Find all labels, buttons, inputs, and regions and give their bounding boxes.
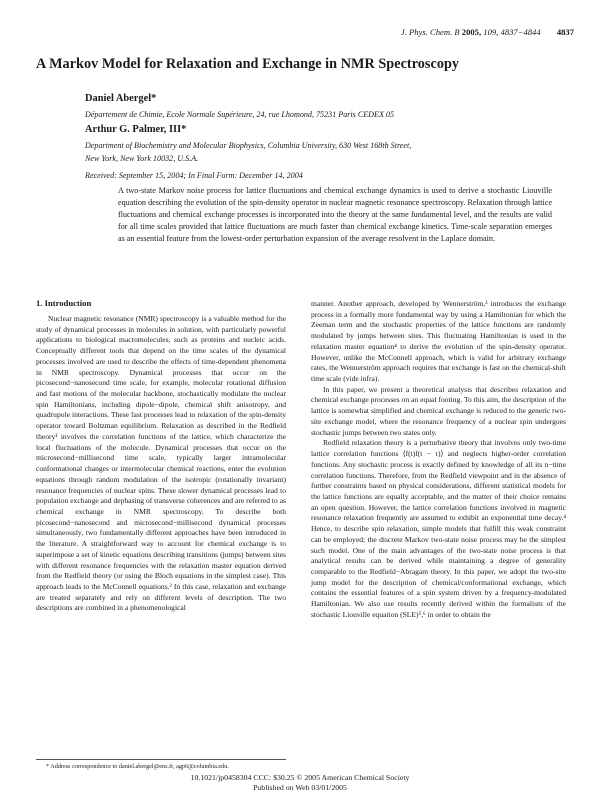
abstract: A two-state Markov noise process for lattice fluctuations and chemical exchange dynamics is used to derive a stochastic Liouville equation describing the evolution of the spin-density operator in nuclear magnetic resonance spectroscopy. Relaxation through lattice fluctuations and chemical exchange processes is incorporated into the theory at the same fundamental level, and the results are valid for all time scales provided that lattice fluctuations are much faster than chemical exchange kinetics. Time-scale separation emerges as an essential feature from the lowest-order perturbation expansion of the average resolvent in the Laplace domain. bbox=[118, 186, 552, 244]
section-heading: 1. Introduction bbox=[36, 298, 92, 308]
paragraph: manner. Another approach, developed by Wennerström,³ introduces the exchange process in a formally more fundamental way by using a Hamiltonian for which the Zeeman term and the stochastic properties of the lattice functions are randomly modulated by jumps between sites. This fluctuating Hamiltonian is used in the relaxation master equation⁴ to derive the evolution of the spin-density operator. However, unlike the McConnell approach, which is valid for arbitrary exchange rates, the Wennerström approach requires that exchange is fast on the chemical-shift time scale (vide infra). bbox=[311, 299, 566, 384]
published-line: Published on Web 03/01/2005 bbox=[253, 783, 347, 792]
column-left bbox=[36, 314, 286, 614]
affiliation-ens: Département de Chimie, Ecole Normale Supérieure, 24, rue Lhomond, 75231 Paris CEDEX 05 bbox=[85, 110, 395, 119]
correspondence-footnote: * Address correspondence to daniel.abergel@ens.fr, agp6@columbia.edu. bbox=[46, 763, 229, 770]
affiliation-columbia-line1: Department of Biochemistry and Molecular Biophysics, Columbia University, 630 West 168th Street, bbox=[85, 141, 412, 150]
running-header bbox=[0, 27, 574, 37]
paragraph: Redfield relaxation theory is a perturbative theory that involves only two-time lattice correlation functions ⟨f(t)f(t − τ)⟩ and neglects higher-order correlation functions. Any stochastic process is exactly defined by knowledge of all its n−time correlation functions. Therefore, from the Redfield viewpoint and in the absence of further constraints based on physical considerations, different statistical models for the lattice functions are equally acceptable, and the matter of their choice remains an open question. However, the lattice correlation functions involved in magnetic resonance relaxation frequently are assumed to exhibit an exponential time decay.⁴ Hence, to describe spin relaxation, simple models that fulfill this weak constraint can be employed; the discrete Markov two-state noise process may be the simplest such model. One of the main advantages of the two-state noise process is that analytical results can be derived while maintaining a degree of generality comparable to the Redfield−Abragam theory. In this paper, we adopt the two-site jump model for the description of chemical/conformational exchange, which contains the essential features of a spin system driven by a frequency-modulated Hamiltonian. We also use results recently derived within the formalism of the stochastic Liouville equation (SLE)⁵,⁶ in order to obtain the bbox=[311, 438, 566, 619]
page-number: 4837 bbox=[556, 27, 574, 37]
journal-name: J. Phys. Chem. B bbox=[400, 27, 460, 37]
column-right bbox=[311, 299, 566, 621]
paragraph: In this paper, we present a theoretical analysis that describes relaxation and chemical exchange processes on an equal footing. To this aim, the description of the lattice is somewhat simplified and chemical exchange is reduced to the generic two-site exchange model, where the resonance frequency of a nuclear spin undergoes stochastic jumps between two states only. bbox=[311, 384, 566, 437]
paragraph: Nuclear magnetic resonance (NMR) spectroscopy is a valuable method for the study of dynamical processes in molecules in solution, with particularly powerful applications to biological macromolecules, such as proteins and nucleic acids. Conceptually different tools that depend on the time scales of the dynamical processes involved are used to describe the effects of time-dependent phenomena in NMR spectroscopy. Dynamical processes that occur on the picosecond−nanosecond time scale, for example, molecular rotational diffusion and fast motions of the molecular backbone, stochastically modulate the nuclear spin Hamiltonians, including dipole−dipole, chemical shift anisotropy, and quadrupole interactions. These fast processes lead to relaxation of the spin-density operator toward Boltzman equilibrium. Relaxation as described in the Redfield theory¹ involves the correlation functions of the lattice, which characterize the local fluctuations of the molecule. Dynamical processes that occur on the microsecond−millisecond time scale, typically larger intramolecular conformational changes or intermolecular chemical reactions, enter the evolution equations through random modulation of the isotropic (rotationally invariant) resonance frequencies of nuclear spins. These slower dynamical processes lead to population exchange and dephasing of transverse coherences and are referred to as chemical exchange in NMR spectroscopy. To describe both picosecond−nanosecond and microsecond−millisecond dynamical processes simultaneously, two fundamentally different approaches have been introduced in the literature. A straightforward way to account for chemical exchange is to superimpose a set of kinetic equations describing transitions (jumps) between sites with different resonance frequencies with the relaxation master equation derived from the Redfield theory (or using the Bloch equations in the simplest case). This approach leads to the McConnell equations.² In this case, relaxation and exchange are treated separately and rely on different levels of description. The two descriptions are combined in a phenomenological bbox=[36, 314, 286, 613]
author-palmer: Arthur G. Palmer, III* bbox=[85, 124, 187, 135]
doi-copyright-line: 10.1021/jp0458304 CCC: $30.25 © 2005 American Chemical Society bbox=[190, 773, 410, 782]
received-dates: Received: September 15, 2004; In Final Form: December 14, 2004 bbox=[85, 171, 303, 180]
affiliation-columbia-line2: New York, New York 10032, U.S.A. bbox=[85, 154, 199, 163]
footnote-divider bbox=[36, 759, 286, 760]
author-abergel: Daniel Abergel* bbox=[85, 93, 157, 104]
volume-pages: 109, 4837−4844 bbox=[483, 27, 541, 37]
journal-year: 2005, bbox=[461, 27, 482, 37]
paper-title: A Markov Model for Relaxation and Exchange in NMR Spectroscopy bbox=[36, 56, 460, 72]
